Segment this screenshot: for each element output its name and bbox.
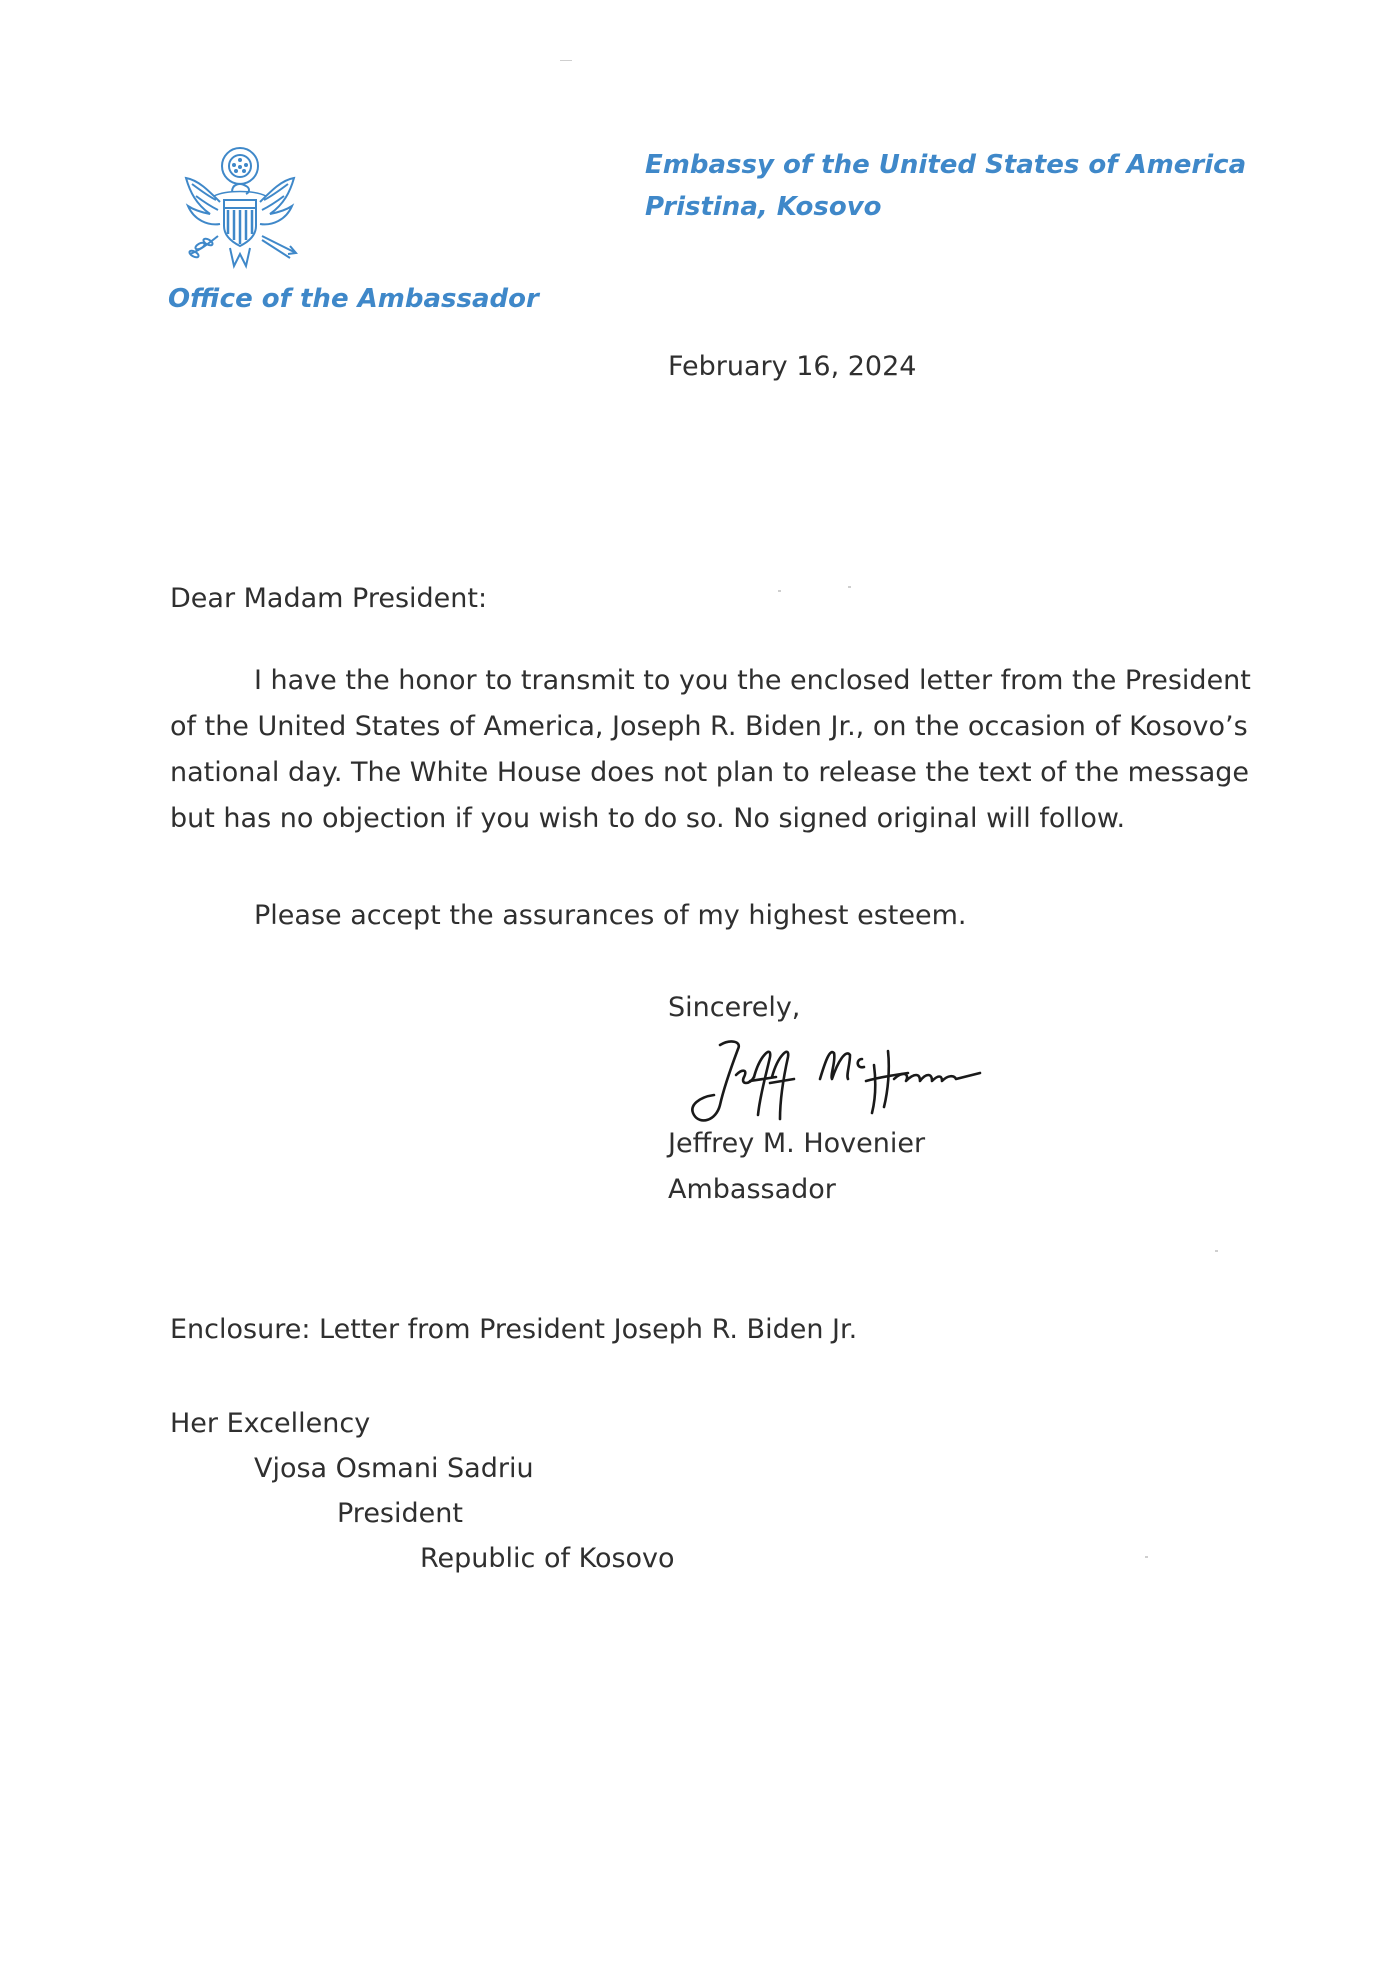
addressee-honorific: Her Excellency [170, 1408, 371, 1439]
closing-paragraph: Please accept the assurances of my highest esteem. [254, 900, 967, 931]
embassy-name: Embassy of the United States of America [645, 150, 1247, 180]
addressee-country: Republic of Kosovo [420, 1543, 675, 1574]
signer-name: Jeffrey M. Hovenier [668, 1128, 926, 1159]
body-line: but has no objection if you wish to do so. No signed original will follow. [170, 803, 1126, 834]
signer-title: Ambassador [668, 1174, 836, 1205]
letter-date: February 16, 2024 [668, 351, 917, 382]
scan-speck [560, 60, 572, 61]
scan-speck [1215, 1250, 1218, 1252]
embassy-heading [645, 144, 1246, 228]
body-line: national day. The White House does not plan to release the text of the message [170, 757, 1249, 788]
addressee-title: President [337, 1498, 463, 1529]
body-line: I have the honor to transmit to you the enclosed letter from the President [254, 665, 1251, 696]
great-seal-eagle-icon [170, 140, 310, 280]
enclosure-note: Enclosure: Letter from President Joseph R. Biden Jr. [170, 1314, 858, 1345]
scan-speck [1145, 1556, 1148, 1558]
complimentary-close: Sincerely, [668, 992, 801, 1023]
scan-speck [778, 590, 781, 592]
scan-speck [848, 586, 851, 588]
body-paragraph [170, 658, 1251, 842]
addressee-name: Vjosa Osmani Sadriu [254, 1453, 534, 1484]
office-of-ambassador: Office of the Ambassador [168, 284, 539, 314]
embassy-location: Pristina, Kosovo [645, 192, 882, 222]
body-line: of the United States of America, Joseph R. Biden Jr., on the occasion of Kosovo’s [170, 711, 1248, 742]
salutation: Dear Madam President: [170, 583, 488, 614]
